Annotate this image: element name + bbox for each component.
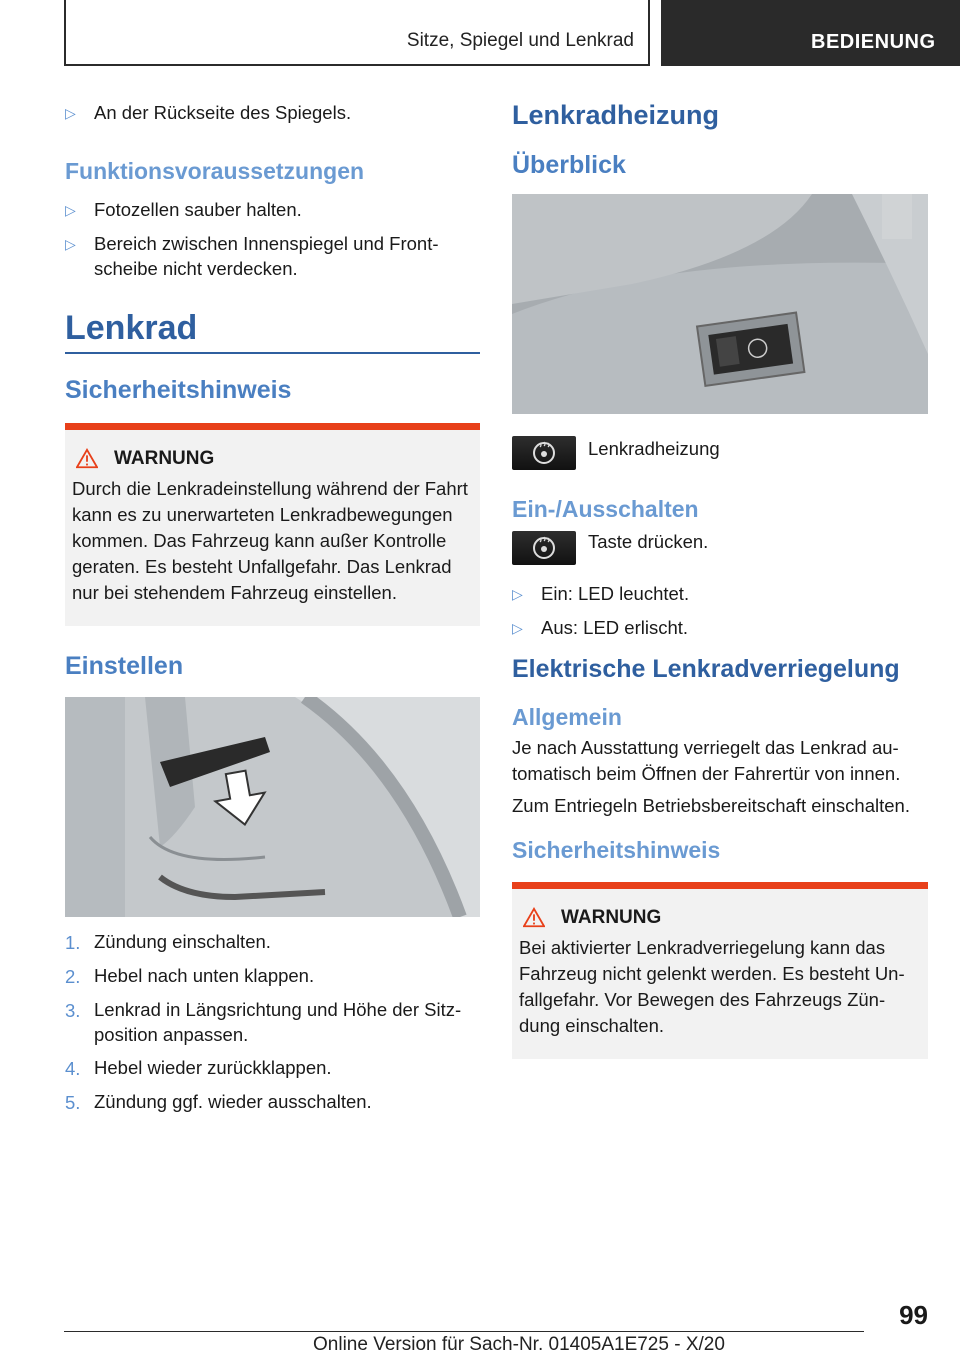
step-item: 5. Zündung ggf. wieder ausschalten. [65,1091,372,1113]
onoff-bullet: ▷ Ein: LED leuchtet. [512,581,928,607]
warning-box [65,423,480,626]
step-item: 4. Hebel wieder zurückklappen. [65,1057,332,1079]
warning-title: WARNUNG [72,448,472,470]
warning-box [512,882,928,1059]
lenkrad-heading: Lenkrad [65,309,480,354]
safety-heading: Sicherheitshinweis [65,376,292,404]
press-text: Taste drücken. [588,531,709,552]
warning-text: Bei aktivierter Lenkradverriegelung kann das Fahrzeug nicht gelenkt werden. Es besteht Unfallgefahr. Vor Bewegen des Fahrzeugs Zündung einschalten. [519,937,905,1036]
func-bullet: ▷ Fotozellen sauber halten. [65,197,480,223]
right-column [512,100,928,1059]
heating-icon-row [512,436,928,470]
step-item: 2. Hebel nach unten klappen. [65,965,315,987]
chapter-title: Sitze, Spiegel und Lenkrad [406,30,634,51]
triangle-bullet-icon: ▷ [65,236,76,252]
steering-wheel-heating-icon [512,436,576,470]
lock-heading: Elektrische Lenkradverriegelung [512,655,900,683]
page-number: 99 [899,1300,928,1330]
intro-bullet: ▷ An der Rückseite des Spiegels. [65,100,480,126]
warning-text: Durch die Lenkradeinstellung während der Fahrt kann es zu unerwarteten Lenkradbewegungen kommen. Das Fahrzeug kann außer Kontrolle geraten. Es besteht Unfallgefahr. Das Lenkrad nur bei stehendem Fahrzeug einstellen. [72,478,468,603]
steering-adjust-image [65,697,480,917]
onoff-bullet: ▷ Aus: LED erlischt. [512,615,928,641]
func-heading: Funktionsvoraussetzungen [65,158,365,184]
footer-text: Online Version für Sach-Nr. 01405A1E725 - X/20 [313,1334,725,1355]
onoff-heading: Ein-/Ausschalten [512,496,699,522]
lock-safety-heading: Sicherheitshinweis [512,837,721,863]
section-tab: BEDIENUNG [661,0,960,66]
left-column [65,100,480,1123]
func-bullet: ▷ Bereich zwischen Innenspiegel und Frontscheibe nicht verdecken. [65,233,439,279]
overview-heading: Überblick [512,151,626,179]
warning-title: WARNUNG [519,907,920,929]
general-paragraph: Je nach Ausstattung verriegelt das Lenkrad automatisch beim Öffnen der Fahrertür von innen. [512,737,901,784]
triangle-bullet-icon: ▷ [65,202,76,218]
general-paragraph: Zum Entriegeln Betriebsbereitschaft einschalten. [512,795,910,816]
warning-icon [76,448,98,470]
adjust-heading: Einstellen [65,652,184,680]
triangle-bullet-icon: ▷ [512,586,523,602]
warning-icon [523,907,545,929]
press-icon-row [512,531,928,565]
triangle-bullet-icon: ▷ [65,105,76,121]
step-item: 3. Lenkrad in Längsrichtung und Höhe der Sitzposition anpassen. [65,999,462,1045]
footer-divider [64,1331,864,1332]
triangle-bullet-icon: ▷ [512,620,523,636]
steering-wheel-heating-icon [512,531,576,565]
heating-icon-label: Lenkradheizung [588,438,720,459]
step-item: 1. Zündung einschalten. [65,931,271,953]
general-heading: Allgemein [512,704,622,730]
heating-heading: Lenkradheizung [512,100,720,130]
header-chapter-box [64,0,650,66]
heating-button-image [512,194,928,414]
